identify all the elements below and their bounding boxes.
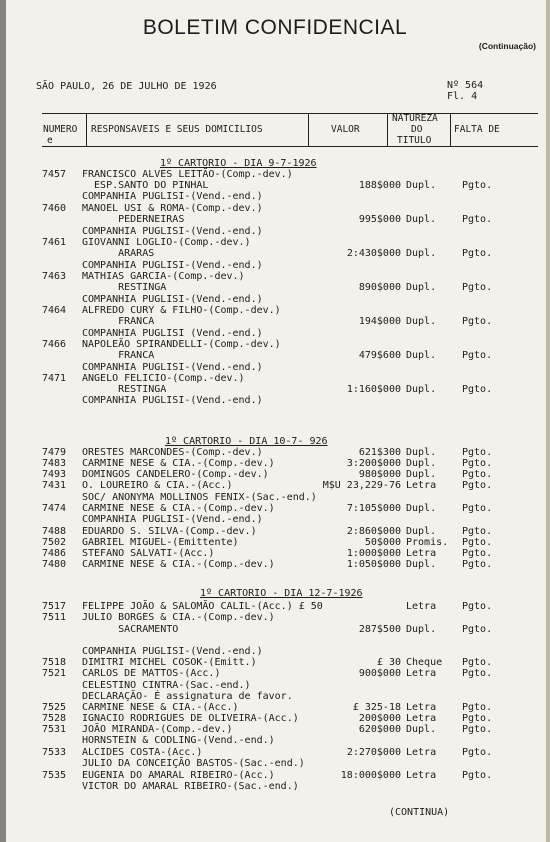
document-title: BOLETIM CONFIDENCIAL [142,16,408,39]
entry-title-type: Dupl. [406,503,437,514]
entry-reason: Pgto. [462,180,493,191]
entry-responsible: DIMITRI MICHEL COSOK-(Emitt.) [82,657,257,668]
entry-reason: Pgto. [462,713,493,724]
entry-responsible: IGNACIO RODRIGUES DE OLIVEIRA-(Acc.) [82,713,299,724]
entry-title-type: Letra [406,713,437,724]
entry-responsible: ALCIDES COSTA-(Acc.) [82,747,203,758]
entry-reason: Pgto. [462,282,493,293]
entry-title-type: Promis. [406,537,449,548]
entry-responsible: DOMINGOS CANDELERO-(Comp.-dev.) [82,469,269,480]
entry-reason: Pgto. [462,657,493,668]
entry-responsible: EUGENIA DO AMARAL RIBEIRO-(Acc.) [82,770,275,781]
entry-value: 2:270$000 [346,747,401,758]
continuation-label: (Continuação) [478,41,536,51]
entry-responsible: ORESTES MARCONDES-(Comp.-dev.) [82,447,263,458]
entry-responsible: ARARAS [82,248,155,259]
entry-value: 2:430$000 [346,248,401,259]
entry-reason: Pgto. [462,770,493,781]
entry-value: 3:200$000 [346,458,401,469]
entry-title-type: Dupl. [406,447,437,458]
entry-number: 7480 [42,559,67,570]
entry-reason: Pgto. [462,503,493,514]
entry-value: 995$000 [358,214,401,225]
entry-number: 7493 [42,469,67,480]
entry-value: £ 30 [376,657,401,668]
column-divider-2 [308,113,309,146]
continued-note: (CONTINUA) [389,807,450,818]
entry-responsible: CELESTINO CINTRA-(Sac.-end.) [82,680,251,691]
entry-responsible: COMPANHIA PUGLISI-(Vend.-end.) [82,191,263,202]
entry-title-type: Dupl. [406,469,437,480]
entry-responsible: MANOEL USI & ROMA-(Comp.-dev.) [82,203,263,214]
entry-title-type: Letra [406,601,437,612]
entry-responsible: FRANCISCO ALVES LEITÃO-(Comp.-dev.) [82,169,293,180]
entry-responsible: NAPOLEÃO SPIRANDELLI-(Comp.-dev.) [82,339,281,350]
entry-number: 7517 [42,601,67,612]
entry-reason: Pgto. [462,447,493,458]
section-heading: 1º CARTORIO - DIA 10-7- 926 [165,436,328,447]
entry-value: M$U 23,229-76 [322,480,401,491]
entry-number: 7521 [42,668,67,679]
entry-responsible: ESP.SANTO DO PINHAL [82,180,209,191]
entry-number: 7457 [42,169,67,180]
entry-reason: Pgto. [462,458,493,469]
entry-responsible: FELIPPE JOÃO & SALOMÃO CALIL-(Acc.) £ 50 [82,601,323,612]
entry-title-type: Dupl. [406,724,437,735]
column-header-natureza-titulo: TITULO [397,135,432,146]
entry-responsible: COMPANHIA PUGLISI-(Vend.-end.) [82,646,263,657]
entry-responsible: FRANCA [82,350,155,361]
entry-reason: Pgto. [462,537,493,548]
entry-reason: Pgto. [462,526,493,537]
entry-responsible: VICTOR DO AMARAL RIBEIRO-(Sac.-end.) [82,781,299,792]
entry-number: 7461 [42,237,67,248]
entry-number: 7479 [42,447,67,458]
entry-value: 1:160$000 [346,384,401,395]
entry-reason: Pgto. [462,702,493,713]
entry-reason: Pgto. [462,601,493,612]
entry-title-type: Dupl. [406,214,437,225]
entry-reason: Pgto. [462,248,493,259]
entry-responsible: CARMINE NESE & CIA.-(Comp.-dev.) [82,503,275,514]
entry-number: 7466 [42,339,67,350]
entry-responsible: COMPANHIA PUGLISI-(Vend.-end.) [82,514,263,525]
entry-number: 7474 [42,503,67,514]
entry-responsible: ALFREDO CURY & FILHO-(Comp.-dev.) [82,305,281,316]
entry-reason: Pgto. [462,214,493,225]
entry-responsible: FRANCA [82,316,155,327]
entry-responsible: RESTINGA [82,384,167,395]
entry-reason: Pgto. [462,559,493,570]
entry-number: 7511 [42,612,67,623]
entry-responsible: GABRIEL MIGUEL-(Emittente) [82,537,239,548]
entry-number: 7431 [42,480,67,491]
entry-value: 18:000$000 [340,770,401,781]
entry-value: 200$000 [358,713,401,724]
entry-value: 621$300 [358,447,401,458]
folio-number: Fl. 4 [447,91,478,102]
entry-number: 7528 [42,713,67,724]
entry-value: 188$000 [358,180,401,191]
entry-number: 7486 [42,548,67,559]
column-header-natureza: NATUREZA [392,113,438,124]
entry-title-type: Dupl. [406,180,437,191]
entry-number: 7488 [42,526,67,537]
entry-reason: Pgto. [462,724,493,735]
entry-responsible: DECLARAÇÃO- É assignatura de favor. [82,691,293,702]
entry-responsible: HORNSTEIN & CODLING-(Vend.-end.) [82,735,275,746]
entry-responsible: COMPANHIA PUGLISI-(Vend.-end.) [82,260,263,271]
header-top-rule [42,113,538,114]
entry-number: 7471 [42,373,67,384]
column-header-falta: FALTA DE [454,124,500,135]
entry-responsible: SOC/ ANONYMA MOLLINOS FENIX-(Sac.-end.) [82,492,317,503]
document-number-block [447,80,483,102]
entry-number: 7464 [42,305,67,316]
entry-value: 980$000 [358,469,401,480]
entry-responsible: COMPANHIA PUGLISI (Vend.-end.) [82,328,263,339]
entry-reason: Pgto. [462,624,493,635]
section-heading: 1º CARTORIO - DIA 9-7-1926 [160,158,317,169]
page-right-edge [546,0,550,842]
entry-number: 7531 [42,724,67,735]
column-divider-1 [86,113,87,146]
column-divider-4 [450,113,451,146]
entry-responsible: ANGELO FELICIO-(Comp.-dev.) [82,373,245,384]
entry-responsible: RESTINGA [82,282,167,293]
entry-number: 7483 [42,458,67,469]
entry-value: 2:860$000 [346,526,401,537]
column-header-numero: NUMERO [43,124,78,135]
entry-value: £ 325-18 [352,702,401,713]
section-heading: 1º CARTORIO - DIA 12-7-1926 [200,588,363,599]
entry-responsible: COMPANHIA PUGLISI-(Vend.-end.) [82,395,263,406]
column-header-natureza-do: DO [411,124,423,135]
entry-responsible: MATHIAS GARCIA-(Comp.-dev.) [82,271,245,282]
entry-responsible: JULIO DA CONCEIÇÃO BASTOS-(Sac.-end.) [82,758,305,769]
entry-reason: Pgto. [462,548,493,559]
entry-number: 7533 [42,747,67,758]
entry-responsible: CARLOS DE MATTOS-(Acc.) [82,668,221,679]
entry-title-type: Cheque [406,657,443,668]
entry-title-type: Letra [406,668,437,679]
entry-value: 1:050$000 [346,559,401,570]
entry-title-type: Dupl. [406,458,437,469]
entry-number: 7535 [42,770,67,781]
entry-number: 7502 [42,537,67,548]
entry-title-type: Dupl. [406,316,437,327]
entry-number: 7525 [42,702,67,713]
entry-title-type: Dupl. [406,526,437,537]
entry-reason: Pgto. [462,480,493,491]
entry-value: 194$000 [358,316,401,327]
entry-reason: Pgto. [462,384,493,395]
entry-reason: Pgto. [462,668,493,679]
entry-title-type: Dupl. [406,384,437,395]
entry-value: 890$000 [358,282,401,293]
entry-value: 479$600 [358,350,401,361]
entry-responsible: JOÃO MIRANDA-(Comp.-dev.) [82,724,233,735]
entry-number: 7463 [42,271,67,282]
page-left-edge [0,0,6,842]
entry-responsible: GIOVANNI LOGLIO-(Comp.-dev.) [82,237,251,248]
entry-title-type: Letra [406,702,437,713]
column-header-valor: VALOR [331,124,360,135]
entry-responsible: PEDERNEIRAS [82,214,185,225]
entry-responsible: COMPANHIA PUGLISI-(Vend.-end.) [82,226,263,237]
entry-title-type: Letra [406,770,437,781]
entry-reason: Pgto. [462,747,493,758]
header-bottom-rule [42,146,538,147]
entry-value: 7:105$000 [346,503,401,514]
entry-responsible: JULIO BORGES & CIA.-(Comp.-dev.) [82,612,275,623]
entry-responsible: O. LOUREIRO & CIA.-(Acc.) [82,480,233,491]
entry-title-type: Dupl. [406,624,437,635]
column-header-numero-sub: e [47,135,53,146]
date-line: SÃO PAULO, 26 DE JULHO DE 1926 [36,81,217,92]
entry-title-type: Dupl. [406,282,437,293]
entry-responsible: CARMINE NESE & CIA.-(Comp.-dev.) [82,458,275,469]
entry-responsible: EDUARDO S. SILVA-(Comp.-dev.) [82,526,257,537]
entry-title-type: Dupl. [406,559,437,570]
entry-title-type: Dupl. [406,350,437,361]
entry-value: 900$000 [358,668,401,679]
entry-value: 1:000$000 [346,548,401,559]
entry-reason: Pgto. [462,316,493,327]
entry-value: 620$000 [358,724,401,735]
entry-title-type: Letra [406,548,437,559]
entry-responsible: SACRAMENTO [82,624,179,635]
entry-responsible: COMPANHIA PUGLISI-(Vend.-end.) [82,362,263,373]
entry-reason: Pgto. [462,350,493,361]
entry-value: 50$000 [364,537,401,548]
document-number: Nº 564 [447,80,484,91]
entry-value: 287$500 [358,624,401,635]
column-divider-3 [387,113,388,146]
entry-responsible: STEFANO SALVATI-(Acc.) [82,548,215,559]
entry-number: 7460 [42,203,67,214]
entry-responsible: CARMINE NESE & CIA.-(Acc.) [82,702,239,713]
entry-responsible: CARMINE NESE & CIA.-(Comp.-dev.) [82,559,275,570]
entry-responsible: COMPANHIA PUGLISI-(Vend.-end.) [82,294,263,305]
entry-reason: Pgto. [462,469,493,480]
entry-number: 7518 [42,657,67,668]
entry-title-type: Letra [406,747,437,758]
entry-title-type: Letra [406,480,437,491]
column-header-responsaveis: RESPONSAVEIS E SEUS DOMICILIOS [91,124,263,135]
entry-title-type: Dupl. [406,248,437,259]
